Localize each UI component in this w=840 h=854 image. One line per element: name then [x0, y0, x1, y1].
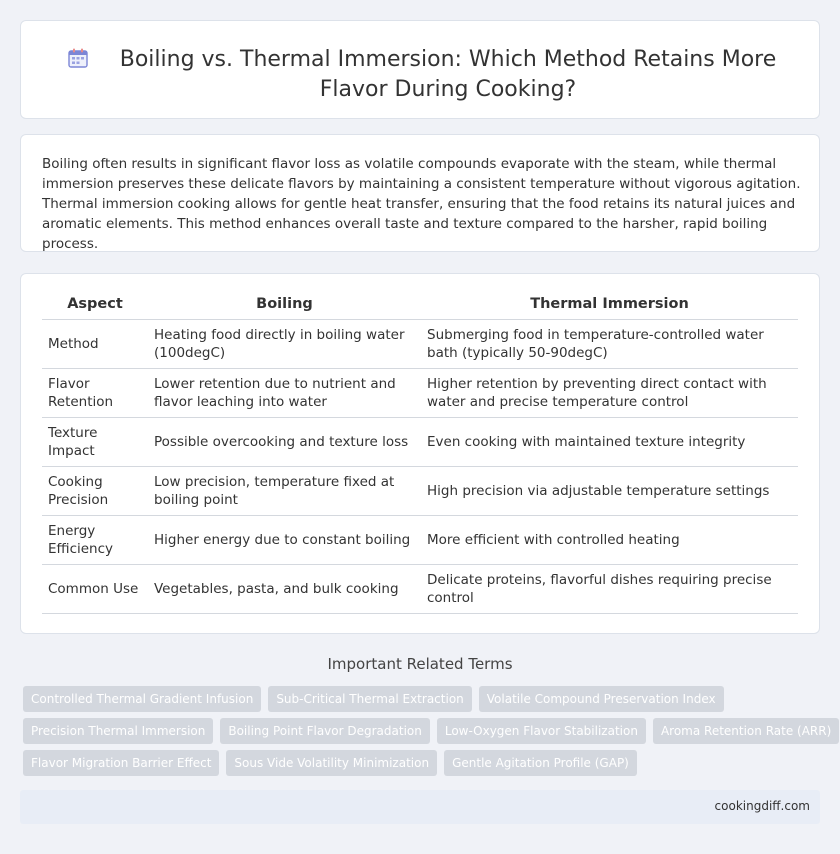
table-cell: Low precision, temperature fixed at boiling point [148, 466, 421, 515]
related-term-tag[interactable]: Controlled Thermal Gradient Infusion [23, 686, 261, 712]
table-row [42, 417, 798, 466]
page-title: Boiling vs. Thermal Immersion: Which Method Retains More Flavor During Cooking? [119, 47, 777, 102]
intro-text: Boiling often results in significant flavor loss as volatile compounds evaporate with the steam, while thermal immersion preserves these delicate flavors by maintaining a consistent temperature without vigorous agitation. Thermal immersion cooking allows for gentle heat transfer, ensuring that the food retains its natural juices and aromatic elements. This method enhances overall taste and texture compared to the harsher, rapid boiling process. [42, 156, 801, 252]
footer [20, 790, 820, 824]
calendar-icon [67, 47, 89, 69]
intro-card [20, 134, 820, 252]
table-cell: Flavor Retention [42, 368, 148, 417]
table-cell: Vegetables, pasta, and bulk cooking [148, 564, 421, 613]
related-term-tag[interactable]: Aroma Retention Rate (ARR) [653, 718, 839, 744]
related-term-tag[interactable]: Low-Oxygen Flavor Stabilization [437, 718, 646, 744]
column-header: Thermal Immersion [421, 290, 798, 319]
table-cell: Cooking Precision [42, 466, 148, 515]
table-cell: Higher energy due to constant boiling [148, 515, 421, 564]
related-term-tag[interactable]: Boiling Point Flavor Degradation [220, 718, 430, 744]
table-cell: Common Use [42, 564, 148, 613]
table-row [42, 319, 798, 368]
table-cell: Texture Impact [42, 417, 148, 466]
tag-row [23, 686, 823, 712]
table-cell: Lower retention due to nutrient and flavor leaching into water [148, 368, 421, 417]
table-cell: Method [42, 319, 148, 368]
table-cell: Even cooking with maintained texture integrity [421, 417, 798, 466]
title-card [20, 20, 820, 119]
column-header: Aspect [42, 290, 148, 319]
table-cell: Submerging food in temperature-controlled water bath (typically 50-90degC) [421, 319, 798, 368]
table-cell: Delicate proteins, flavorful dishes requiring precise control [421, 564, 798, 613]
related-term-tag[interactable]: Volatile Compound Preservation Index [479, 686, 724, 712]
table-header-row [42, 290, 798, 319]
table-row [42, 515, 798, 564]
column-header: Boiling [148, 290, 421, 319]
table-card [20, 273, 820, 634]
related-term-tag[interactable]: Precision Thermal Immersion [23, 718, 213, 744]
table-cell: High precision via adjustable temperature settings [421, 466, 798, 515]
table-cell: Heating food directly in boiling water (100degC) [148, 319, 421, 368]
related-terms-title: Important Related Terms [327, 655, 513, 673]
table-cell: Possible overcooking and texture loss [148, 417, 421, 466]
tag-row [23, 718, 832, 744]
related-term-tag[interactable]: Gentle Agitation Profile (GAP) [444, 750, 637, 776]
related-term-tag[interactable]: Sub-Critical Thermal Extraction [268, 686, 471, 712]
table-cell: Higher retention by preventing direct contact with water and precise temperature control [421, 368, 798, 417]
related-terms-list [23, 686, 832, 782]
related-term-tag[interactable]: Flavor Migration Barrier Effect [23, 750, 219, 776]
table-row [42, 368, 798, 417]
table-cell: Energy Efficiency [42, 515, 148, 564]
related-term-tag[interactable]: Sous Vide Volatility Minimization [226, 750, 437, 776]
table-row [42, 466, 798, 515]
table-cell: More efficient with controlled heating [421, 515, 798, 564]
table-row [42, 564, 798, 613]
tag-row [23, 750, 823, 776]
comparison-table [42, 290, 798, 614]
site-name[interactable]: cookingdiff.com [714, 799, 810, 813]
